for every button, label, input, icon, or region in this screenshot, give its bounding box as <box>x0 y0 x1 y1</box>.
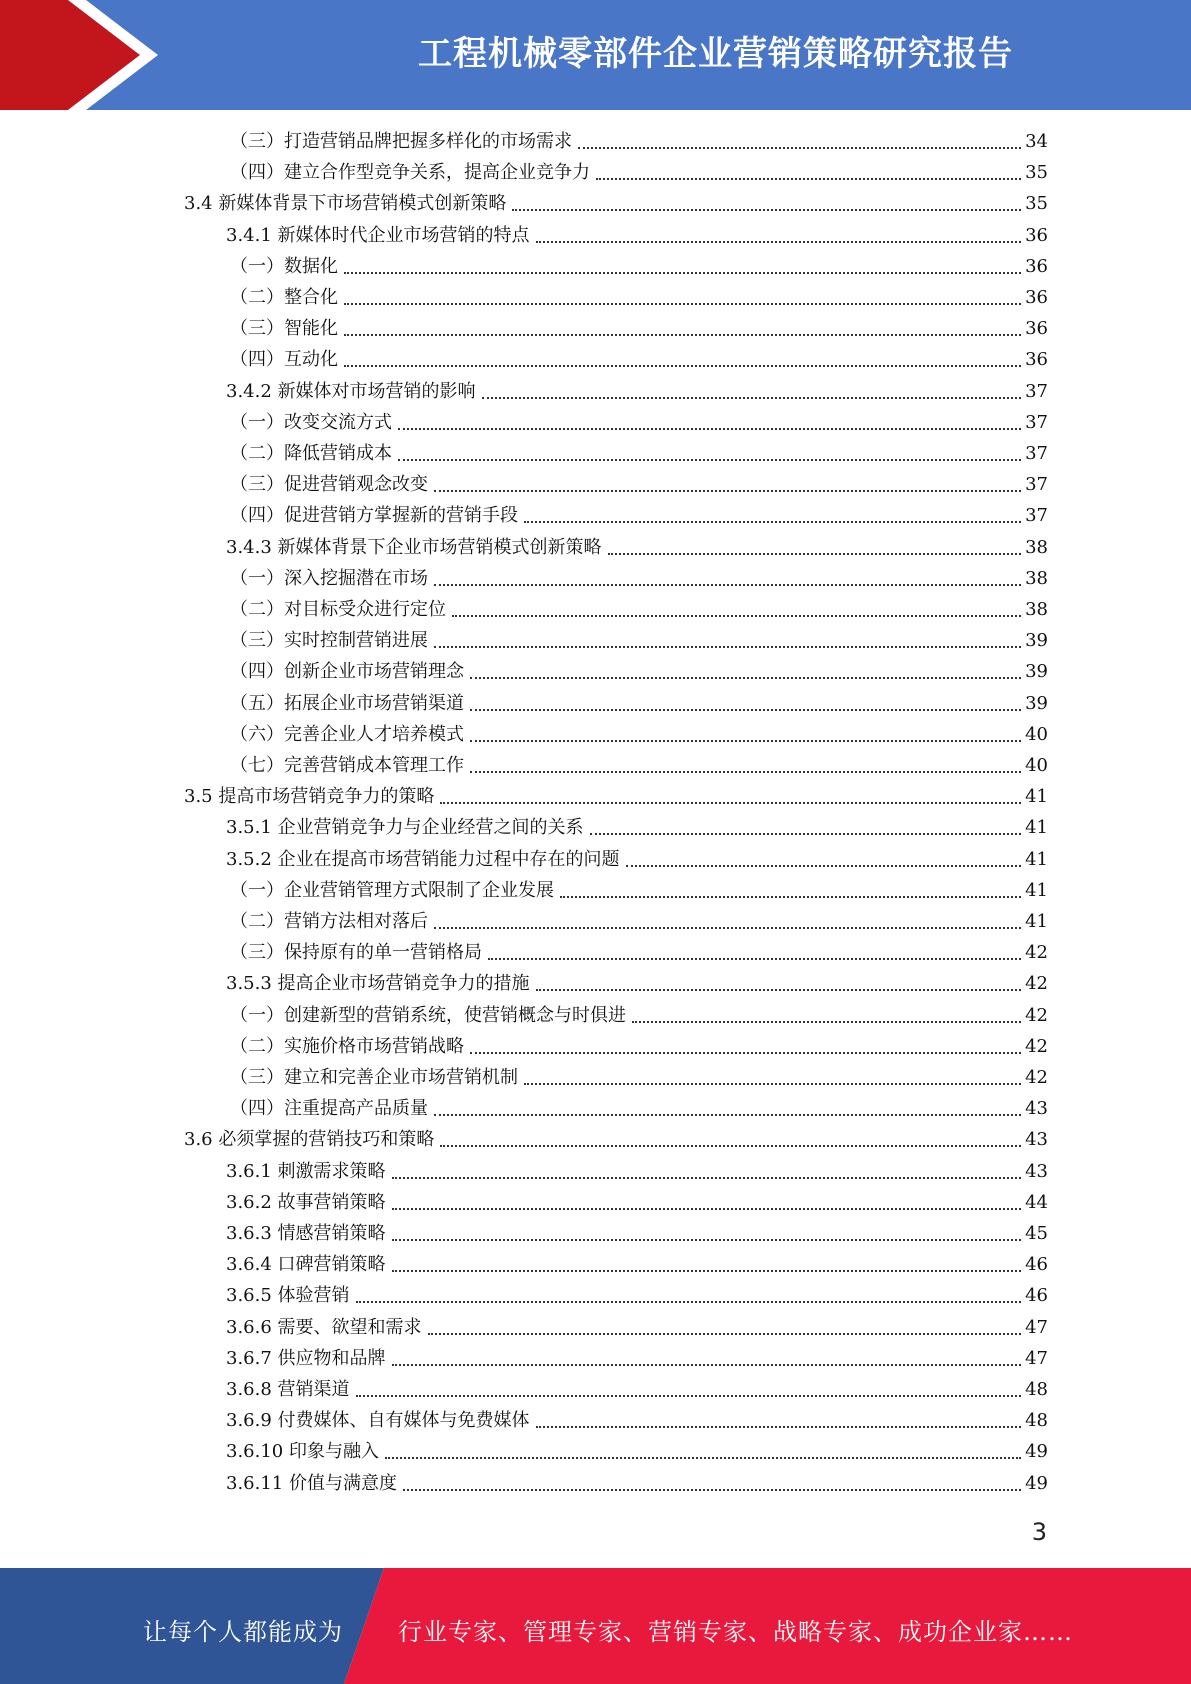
toc-leader-dots <box>392 1177 1022 1179</box>
toc-entry-page: 48 <box>1025 1379 1048 1400</box>
toc-leader-dots <box>596 178 1021 180</box>
toc-entry[interactable] <box>230 656 1048 687</box>
toc-entry[interactable] <box>226 1436 1048 1467</box>
toc-entry-page: 46 <box>1025 1285 1048 1306</box>
toc-leader-dots <box>398 459 1021 461</box>
toc-entry[interactable] <box>230 563 1048 594</box>
toc-entry-label: （一）深入挖掘潜在市场 <box>230 568 428 589</box>
toc-entry-label: （三）智能化 <box>230 318 338 339</box>
toc-entry-label: （三）保持原有的单一营销格局 <box>230 942 482 963</box>
toc-entry-label: （四）建立合作型竞争关系，提高企业竞争力 <box>230 162 590 183</box>
toc-entry-label: （五）拓展企业市场营销渠道 <box>230 693 464 714</box>
toc-leader-dots <box>344 365 1021 367</box>
toc-entry[interactable] <box>226 1374 1048 1405</box>
toc-entry[interactable] <box>230 313 1048 344</box>
toc-entry-label: 3.4 新媒体背景下市场营销模式创新策略 <box>184 193 507 214</box>
toc-leader-dots <box>440 802 1021 804</box>
toc-entry[interactable] <box>226 844 1048 875</box>
toc-leader-dots <box>344 272 1021 274</box>
toc-entry-label: （二）营销方法相对落后 <box>230 911 428 932</box>
toc-entry-page: 37 <box>1025 412 1048 433</box>
toc-entry[interactable] <box>230 126 1048 157</box>
toc-entry[interactable] <box>230 438 1048 469</box>
toc-entry[interactable] <box>226 532 1048 563</box>
page-footer <box>0 1568 1191 1684</box>
toc-entry-page: 42 <box>1025 1005 1048 1026</box>
toc-entry-label: 3.6.1 刺激需求策略 <box>226 1161 386 1182</box>
toc-entry[interactable] <box>230 937 1048 968</box>
toc-entry-page: 44 <box>1025 1192 1048 1213</box>
toc-leader-dots <box>356 1395 1022 1397</box>
toc-entry-label: 3.5.3 提高企业市场营销竞争力的措施 <box>226 973 530 994</box>
toc-entry[interactable] <box>230 688 1048 719</box>
toc-leader-dots <box>524 1083 1021 1085</box>
toc-leader-dots <box>344 334 1021 336</box>
toc-entry[interactable] <box>230 719 1048 750</box>
toc-entry[interactable] <box>226 220 1048 251</box>
toc-entry-page: 49 <box>1025 1473 1048 1494</box>
toc-leader-dots <box>392 1364 1022 1366</box>
toc-entry[interactable] <box>226 812 1048 843</box>
toc-entry-label: 3.6.8 营销渠道 <box>226 1379 350 1400</box>
toc-entry-page: 38 <box>1025 599 1048 620</box>
toc-entry-label: 3.4.2 新媒体对市场营销的影响 <box>226 381 476 402</box>
toc-entry-label: 3.4.3 新媒体背景下企业市场营销模式创新策略 <box>226 537 602 558</box>
toc-entry-label: （四）注重提高产品质量 <box>230 1098 428 1119</box>
toc-entry-label: 3.6.5 体验营销 <box>226 1285 350 1306</box>
toc-entry[interactable] <box>226 376 1048 407</box>
toc-entry[interactable] <box>226 1249 1048 1280</box>
toc-entry-page: 37 <box>1025 505 1048 526</box>
toc-leader-dots <box>626 865 1022 867</box>
toc-entry[interactable] <box>226 1156 1048 1187</box>
toc-leader-dots <box>578 147 1021 149</box>
toc-entry-label: 3.6.9 付费媒体、自有媒体与免费媒体 <box>226 1410 530 1431</box>
toc-entry-label: （三）实时控制营销进展 <box>230 630 428 651</box>
toc-entry-page: 41 <box>1025 817 1048 838</box>
toc-entry[interactable] <box>230 500 1048 531</box>
page-number: 3 <box>1031 1518 1047 1546</box>
footer-slogan-right: 行业专家、管理专家、营销专家、战略专家、成功企业家…… <box>398 1618 1073 1646</box>
toc-entry-page: 39 <box>1025 630 1048 651</box>
toc-leader-dots <box>392 1270 1022 1272</box>
toc-leader-dots <box>590 833 1022 835</box>
toc-entry-page: 42 <box>1025 973 1048 994</box>
toc-leader-dots <box>392 1208 1022 1210</box>
toc-leader-dots <box>524 521 1021 523</box>
toc-entry-page: 45 <box>1025 1223 1048 1244</box>
toc-entry-label: （一）企业营销管理方式限制了企业发展 <box>230 880 554 901</box>
toc-entry-label: （二）整合化 <box>230 287 338 308</box>
toc-leader-dots <box>385 1457 1021 1459</box>
toc-leader-dots <box>470 677 1021 679</box>
document-title: 工程机械零部件企业营销策略研究报告 <box>418 34 1013 74</box>
toc-leader-dots <box>470 771 1021 773</box>
toc-entry-label: 3.6 必须掌握的营销技巧和策略 <box>184 1129 435 1150</box>
toc-entry-page: 38 <box>1025 537 1048 558</box>
toc-entry[interactable] <box>226 1468 1048 1499</box>
toc-entry-label: 3.4.1 新媒体时代企业市场营销的特点 <box>226 225 530 246</box>
toc-entry-label: 3.6.4 口碑营销策略 <box>226 1254 386 1275</box>
toc-entry[interactable] <box>230 469 1048 500</box>
toc-leader-dots <box>536 989 1022 991</box>
toc-entry-page: 40 <box>1025 724 1048 745</box>
toc-entry-page: 41 <box>1025 849 1048 870</box>
toc-leader-dots <box>434 1114 1021 1116</box>
toc-entry-page: 36 <box>1025 318 1048 339</box>
toc-entry[interactable] <box>230 1031 1048 1062</box>
toc-leader-dots <box>392 1239 1022 1241</box>
toc-entry[interactable] <box>230 407 1048 438</box>
toc-leader-dots <box>536 1426 1022 1428</box>
toc-entry-label: （四）互动化 <box>230 349 338 370</box>
toc-entry-label: 3.6.2 故事营销策略 <box>226 1192 386 1213</box>
toc-leader-dots <box>488 958 1021 960</box>
toc-entry-page: 42 <box>1025 1067 1048 1088</box>
toc-entry-label: （七）完善营销成本管理工作 <box>230 755 464 776</box>
toc-entry-page: 47 <box>1025 1348 1048 1369</box>
toc-leader-dots <box>470 1052 1021 1054</box>
toc-entry-label: （二）实施价格市场营销战略 <box>230 1036 464 1057</box>
toc-entry[interactable] <box>230 625 1048 656</box>
toc-entry[interactable] <box>230 344 1048 375</box>
toc-entry-label: （一）创建新型的营销系统，使营销概念与时俱进 <box>230 1005 626 1026</box>
toc-entry[interactable] <box>230 750 1048 781</box>
toc-leader-dots <box>434 584 1021 586</box>
toc-entry-page: 41 <box>1025 786 1048 807</box>
toc-entry-page: 43 <box>1025 1098 1048 1119</box>
toc-entry[interactable] <box>230 282 1048 313</box>
toc-entry-label: 3.5 提高市场营销竞争力的策略 <box>184 786 435 807</box>
toc-entry-label: （三）建立和完善企业市场营销机制 <box>230 1067 518 1088</box>
toc-leader-dots <box>470 740 1021 742</box>
toc-entry[interactable] <box>184 188 1048 219</box>
toc-leader-dots <box>560 896 1021 898</box>
toc-entry[interactable] <box>230 1093 1048 1124</box>
toc-entry-page: 49 <box>1025 1441 1048 1462</box>
toc-entry[interactable] <box>226 1405 1048 1436</box>
toc-entry-label: （三）打造营销品牌把握多样化的市场需求 <box>230 131 572 152</box>
toc-leader-dots <box>440 1145 1021 1147</box>
toc-entry-page: 35 <box>1025 193 1048 214</box>
toc-entry-label: （四）促进营销方掌握新的营销手段 <box>230 505 518 526</box>
toc-entry-page: 36 <box>1025 256 1048 277</box>
toc-entry-page: 43 <box>1025 1161 1048 1182</box>
toc-leader-dots <box>428 1333 1022 1335</box>
toc-entry-label: 3.5.1 企业营销竞争力与企业经营之间的关系 <box>226 817 584 838</box>
toc-leader-dots <box>403 1489 1021 1491</box>
toc-entry-page: 42 <box>1025 1036 1048 1057</box>
toc-entry[interactable] <box>230 594 1048 625</box>
toc-entry-page: 36 <box>1025 287 1048 308</box>
toc-entry-page: 35 <box>1025 162 1048 183</box>
toc-leader-dots <box>482 397 1022 399</box>
toc-entry-page: 41 <box>1025 880 1048 901</box>
toc-leader-dots <box>356 1301 1022 1303</box>
toc-leader-dots <box>608 553 1022 555</box>
toc-entry-label: （一）数据化 <box>230 256 338 277</box>
toc-entry-label: 3.5.2 企业在提高市场营销能力过程中存在的问题 <box>226 849 620 870</box>
toc-entry-page: 48 <box>1025 1410 1048 1431</box>
toc-entry-label: 3.6.11 价值与满意度 <box>226 1473 397 1494</box>
toc-entry-page: 42 <box>1025 942 1048 963</box>
toc-entry-label: （六）完善企业人才培养模式 <box>230 724 464 745</box>
toc-entry[interactable] <box>230 251 1048 282</box>
toc-entry[interactable] <box>226 1218 1048 1249</box>
toc-entry-label: 3.6.6 需要、欲望和需求 <box>226 1317 422 1338</box>
toc-leader-dots <box>452 615 1021 617</box>
toc-leader-dots <box>344 303 1021 305</box>
toc-entry[interactable] <box>184 781 1048 812</box>
toc-entry-page: 46 <box>1025 1254 1048 1275</box>
toc-entry-page: 47 <box>1025 1317 1048 1338</box>
toc-entry[interactable] <box>230 1000 1048 1031</box>
toc-entry[interactable] <box>230 1062 1048 1093</box>
toc-entry[interactable] <box>230 875 1048 906</box>
toc-entry-page: 37 <box>1025 474 1048 495</box>
toc-leader-dots <box>470 709 1021 711</box>
toc-entry-page: 41 <box>1025 911 1048 932</box>
toc-entry-page: 37 <box>1025 443 1048 464</box>
toc-entry-label: （四）创新企业市场营销理念 <box>230 661 464 682</box>
toc-entry-label: （二）降低营销成本 <box>230 443 392 464</box>
toc-entry[interactable] <box>230 906 1048 937</box>
toc-entry-page: 39 <box>1025 661 1048 682</box>
toc-entry-label: （一）改变交流方式 <box>230 412 392 433</box>
toc-entry-label: 3.6.7 供应物和品牌 <box>226 1348 386 1369</box>
toc-entry[interactable] <box>226 1280 1048 1311</box>
toc-leader-dots <box>536 241 1022 243</box>
page-header <box>0 0 1191 110</box>
toc-entry[interactable] <box>226 1312 1048 1343</box>
toc-entry-label: 3.6.3 情感营销策略 <box>226 1223 386 1244</box>
toc-entry-page: 39 <box>1025 693 1048 714</box>
toc-entry[interactable] <box>226 1343 1048 1374</box>
toc-entry[interactable] <box>226 968 1048 999</box>
toc-leader-dots <box>434 490 1021 492</box>
toc-entry[interactable] <box>230 157 1048 188</box>
toc-entry-page: 37 <box>1025 381 1048 402</box>
toc-leader-dots <box>398 428 1021 430</box>
toc-entry-page: 36 <box>1025 349 1048 370</box>
toc-entry-page: 40 <box>1025 755 1048 776</box>
toc-entry-page: 43 <box>1025 1129 1048 1150</box>
toc-entry-page: 34 <box>1025 131 1048 152</box>
toc-entry-label: （三）促进营销观念改变 <box>230 474 428 495</box>
toc-entry-page: 38 <box>1025 568 1048 589</box>
toc-leader-dots <box>632 1021 1021 1023</box>
toc-leader-dots <box>434 646 1021 648</box>
footer-slogan-left: 让每个人都能成为 <box>143 1618 343 1646</box>
toc-entry-label: 3.6.10 印象与融入 <box>226 1441 379 1462</box>
toc-leader-dots <box>434 927 1021 929</box>
toc-entry-label: （二）对目标受众进行定位 <box>230 599 446 620</box>
toc-entry-page: 36 <box>1025 225 1048 246</box>
toc-leader-dots <box>512 209 1021 211</box>
toc-entry[interactable] <box>226 1187 1048 1218</box>
toc-entry[interactable] <box>184 1124 1048 1155</box>
